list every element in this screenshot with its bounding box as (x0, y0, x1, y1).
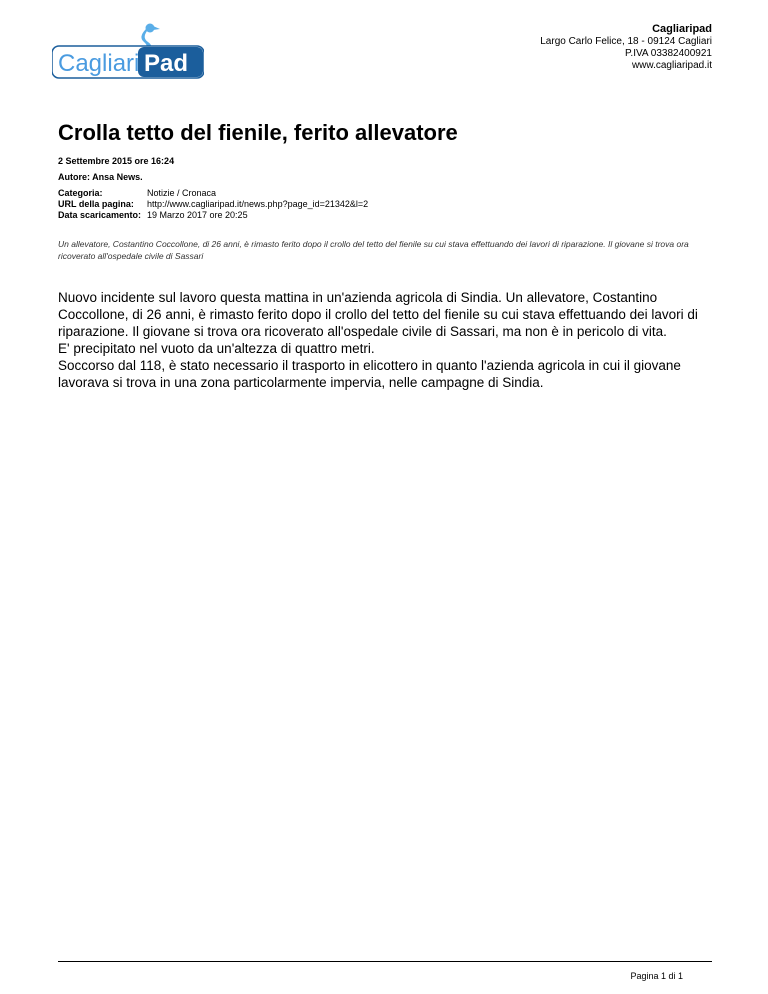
page-number: Pagina 1 di 1 (630, 971, 683, 981)
company-vat: P.IVA 03382400921 (625, 48, 712, 59)
meta-value: 19 Marzo 2017 ore 20:25 (147, 210, 248, 220)
flamingo-logo-icon (52, 20, 204, 80)
company-website: www.cagliaripad.it (631, 60, 712, 71)
meta-row-url (58, 199, 368, 210)
body-paragraph: E' precipitato nel vuoto da un'altezza di quattro metri. (58, 341, 375, 356)
meta-row-download-date (58, 210, 368, 221)
article-author: Autore: Ansa News. (58, 172, 143, 182)
meta-key: URL della pagina: (58, 199, 134, 209)
company-info (540, 22, 712, 72)
meta-value: Notizie / Cronaca (147, 188, 217, 198)
logo-text-left: Cagliari (58, 50, 140, 77)
meta-value: http://www.cagliaripad.it/news.php?page_id=21342&l=2 (147, 199, 369, 209)
article-meta-table (58, 188, 368, 221)
article-title: Crolla tetto del fienile, ferito allevatore (58, 120, 458, 145)
article-summary: Un allevatore, Costantino Coccollone, di 26 anni, è rimasto ferito dopo il crollo del tetto del fienile su cui stava effettuando dei lavori di riparazione. Il giovane si trova ora ricoverato all'ospedale civile di Sassari (58, 239, 689, 261)
company-address: Largo Carlo Felice, 18 - 09124 Cagliari (540, 36, 712, 47)
meta-row-category (58, 188, 368, 199)
company-name: Cagliaripad (652, 23, 712, 35)
article-body (58, 289, 718, 391)
cagliaripad-logo (52, 20, 204, 80)
article-date: 2 Settembre 2015 ore 16:24 (58, 156, 175, 166)
meta-key: Data scaricamento: (58, 210, 142, 220)
body-paragraph: Soccorso dal 118, è stato necessario il trasporto in elicottero in quanto l'azienda agricola in cui il giovane lavorava si trova in una zona particolarmente impervia, nelle campagne di Sindia. (58, 358, 681, 390)
logo-text-right: Pad (144, 50, 189, 77)
meta-key: Categoria: (58, 188, 103, 198)
body-paragraph: Nuovo incidente sul lavoro questa mattina in un'azienda agricola di Sindia. Un allevatore, Costantino Coccollone, di 26 anni, è rimasto ferito dopo il crollo del tetto del fienile su cui stava effettuando dei lavori di riparazione. Il giovane si trova ora ricoverato all'ospedale civile di Sassari, ma non è in pericolo di vita. (58, 290, 698, 339)
footer-divider (58, 961, 712, 962)
